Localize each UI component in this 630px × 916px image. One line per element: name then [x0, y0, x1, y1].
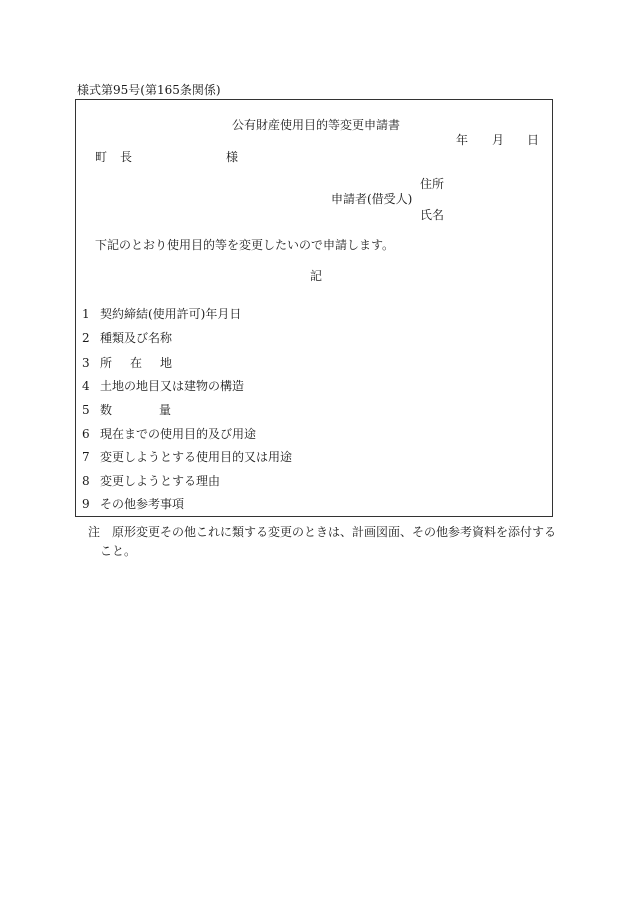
applicant-role: 申請者(借受人): [331, 192, 413, 206]
footnote-line-2: こと。: [100, 544, 137, 558]
list-item: [82, 404, 171, 416]
date-year-label: 年: [456, 133, 469, 147]
addressee-town: 町: [95, 150, 108, 164]
item-label-part: 地: [160, 356, 173, 370]
item-label: 現在までの使用目的及び用途: [100, 427, 257, 441]
footnote-marker: 注: [88, 525, 101, 539]
list-item: [82, 332, 172, 344]
item-label: その他参考事項: [100, 497, 185, 511]
item-number: 8: [82, 474, 90, 488]
item-label: 契約締結(使用許可)年月日: [100, 307, 242, 321]
list-item: [82, 451, 292, 463]
form-title: 公有財産使用目的等変更申請書: [232, 118, 401, 132]
form-number: 様式第95号(第165条関係): [77, 83, 221, 97]
list-item: [82, 357, 172, 369]
item-number: 1: [82, 307, 90, 321]
item-number: 4: [82, 379, 90, 393]
list-item: [82, 380, 244, 392]
item-label: 種類及び名称: [100, 331, 173, 345]
item-label-part: 在: [130, 356, 143, 370]
item-number: 3: [82, 356, 90, 370]
item-label: 土地の地目又は建物の構造: [100, 379, 245, 393]
list-item: [82, 475, 220, 487]
addressee-chief: 長: [120, 150, 133, 164]
item-number: 5: [82, 403, 90, 417]
item-label-part: 量: [159, 403, 172, 417]
item-number: 2: [82, 331, 90, 345]
item-number: 7: [82, 450, 90, 464]
date-month-label: 月: [492, 133, 505, 147]
item-label-part: 所: [100, 356, 113, 370]
list-item: [82, 428, 256, 440]
list-item: [82, 498, 184, 510]
ki-heading: 記: [310, 269, 323, 283]
applicant-name-label: 氏名: [420, 208, 445, 222]
item-label-part: 数: [100, 403, 113, 417]
footnote-line-1: 原形変更その他これに類する変更のときは、計画図面、その他参考資料を添付する: [112, 525, 557, 539]
applicant-address-label: 住所: [420, 177, 445, 191]
addressee-honorific: 様: [226, 150, 239, 164]
request-text: 下記のとおり使用目的等を変更したいので申請します。: [95, 238, 395, 252]
item-number: 9: [82, 497, 90, 511]
item-label: 変更しようとする使用目的又は用途: [100, 450, 293, 464]
item-label: 変更しようとする理由: [100, 474, 221, 488]
item-number: 6: [82, 427, 90, 441]
list-item: [82, 308, 241, 320]
date-day-label: 日: [527, 133, 540, 147]
